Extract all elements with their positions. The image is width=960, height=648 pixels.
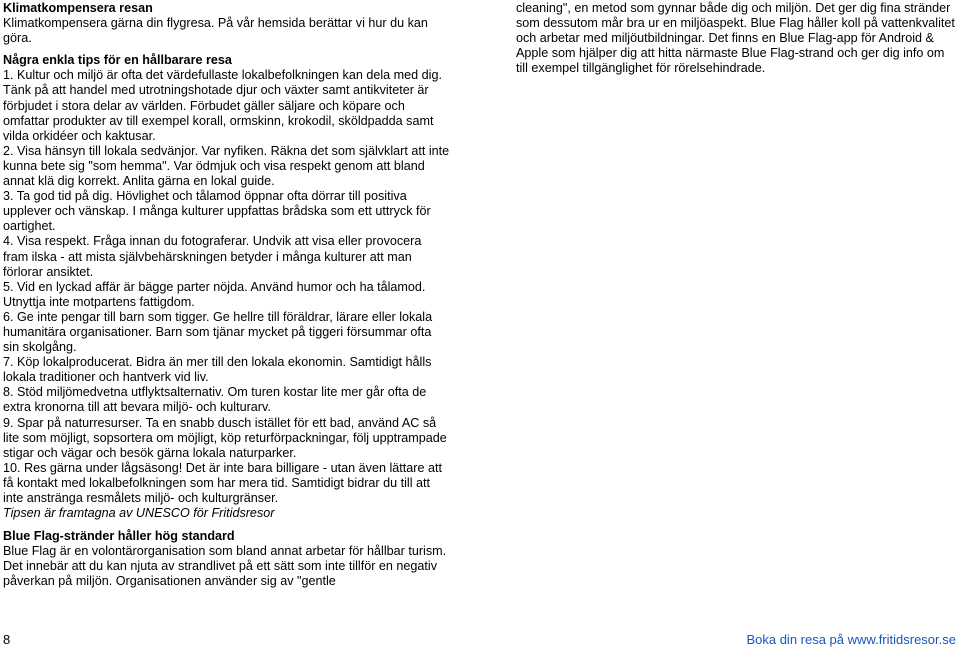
blueflag-heading: Blue Flag-stränder håller hög standard — [3, 529, 235, 543]
tip-item-7: 7. Köp lokalproducerat. Bidra än mer till den lokala ekonomin. Samtidigt hålls lokala traditioner och hantverk vid liv. — [3, 355, 432, 385]
tip-item-2: 2. Visa hänsyn till lokala sedvänjor. Var nyfiken. Räkna det som självklart att inte kunna bete sig "som hemma". Var ödmjuk och visa respekt genom att bland annat klä dig korrekt. Anlita gärna en lokal guide. — [3, 143, 450, 189]
tips-heading: Några enkla tips för en hållbarare resa — [3, 53, 232, 68]
spacer — [3, 46, 450, 53]
klimat-text: Klimatkompensera gärna din flygresa. På vår hemsida berättar vi hur du kan göra. — [3, 16, 428, 46]
blueflag-continued-text: cleaning", en metod som gynnar både dig och miljön. Det ger dig fina stränder som dessutom mår bra ur en miljöaspekt. Blue Flag håller koll på vattenkvalitet och arbetar med miljöutbildningar. Det finns en Blue Flag-app för Android & Apple som hjälper dig att hitta närmaste Blue Flag-strand och ger dig info om till exempel tillgänglighet för rörelsehindrade. — [516, 1, 955, 76]
tip-item-5: 5. Vid en lyckad affär är bägge parter nöjda. Använd humor och ha tålamod. Utnyttja inte motpartens fattigdom. — [3, 279, 426, 309]
blueflag-section — [3, 529, 450, 589]
tip-item-8: 8. Stöd miljömedvetna utflyktsalternativ. Om turen kostar lite mer går ofta de extra kronorna till att bevara miljö- och kulturarv. — [3, 385, 427, 415]
klimat-heading: Klimatkompensera resan — [3, 1, 153, 15]
tip-item-10: 10. Res gärna under lågsäsong! Det är inte bara billigare - utan även lättare att få kontakt med lokalbefolkningen som har mera tid. Samtidigt bidrar du till att inte anstränga resmålets miljö- och kulturgränser. — [3, 460, 442, 505]
tip-item-1: 1. Kultur och miljö är ofta det värdefullaste lokalbefolkningen kan dela med dig. Tänk på att handel med utrotningshotade djur och växter samt antikviteter är förbjudet i stora delar av världen. Förbudet gäller säljare och köpare och omfattar produkter av till exempel korall, ormskinn, krokodil, sköldpadda samt vilda orkidéer och kaktusar. — [3, 68, 442, 143]
right-column — [516, 1, 956, 76]
tip-item-3: 3. Ta god tid på dig. Hövlighet och tålamod öppnar ofta dörrar till positiva upplever och vänskap. I många kulturer uppfattas brådska som ett uttryck för oartighet. — [3, 189, 431, 234]
tips-credit: Tipsen är framtagna av UNESCO för Fritidsresor — [3, 506, 275, 521]
tip-item-9: 9. Spar på naturresurser. Ta en snabb dusch istället för ett bad, använd AC så lite som möjligt, sopsortera om möjligt, köp returförpackningar, följ upptrampade stigar och vägar och besök gärna lokala naturparker. — [3, 415, 447, 460]
tip-item-4: 4. Visa respekt. Fråga innan du fotograferar. Undvik att visa eller provocera fram ilska - att mista självbehärskningen betyder i många kulturer att man förlorar ansiktet. — [3, 234, 422, 279]
page-number: 8 — [3, 632, 11, 647]
tip-item-6: 6. Ge inte pengar till barn som tigger. Ge hellre till föräldrar, lärare eller lokala humanitära organisationer. Barn som tjänar mycket på tiggeri försummar ofta sin skolgång. — [3, 309, 433, 355]
booking-link[interactable]: Boka din resa på www.fritidsresor.se — [746, 632, 956, 647]
left-column — [3, 1, 450, 521]
blueflag-text: Blue Flag är en volontärorganisation som bland annat arbetar för hållbar turism. Det innebär att du kan njuta av strandlivet på ett sätt som inte tillför en negativ påverkan på miljön. Organisationen använder sig av "gentle — [3, 544, 447, 589]
